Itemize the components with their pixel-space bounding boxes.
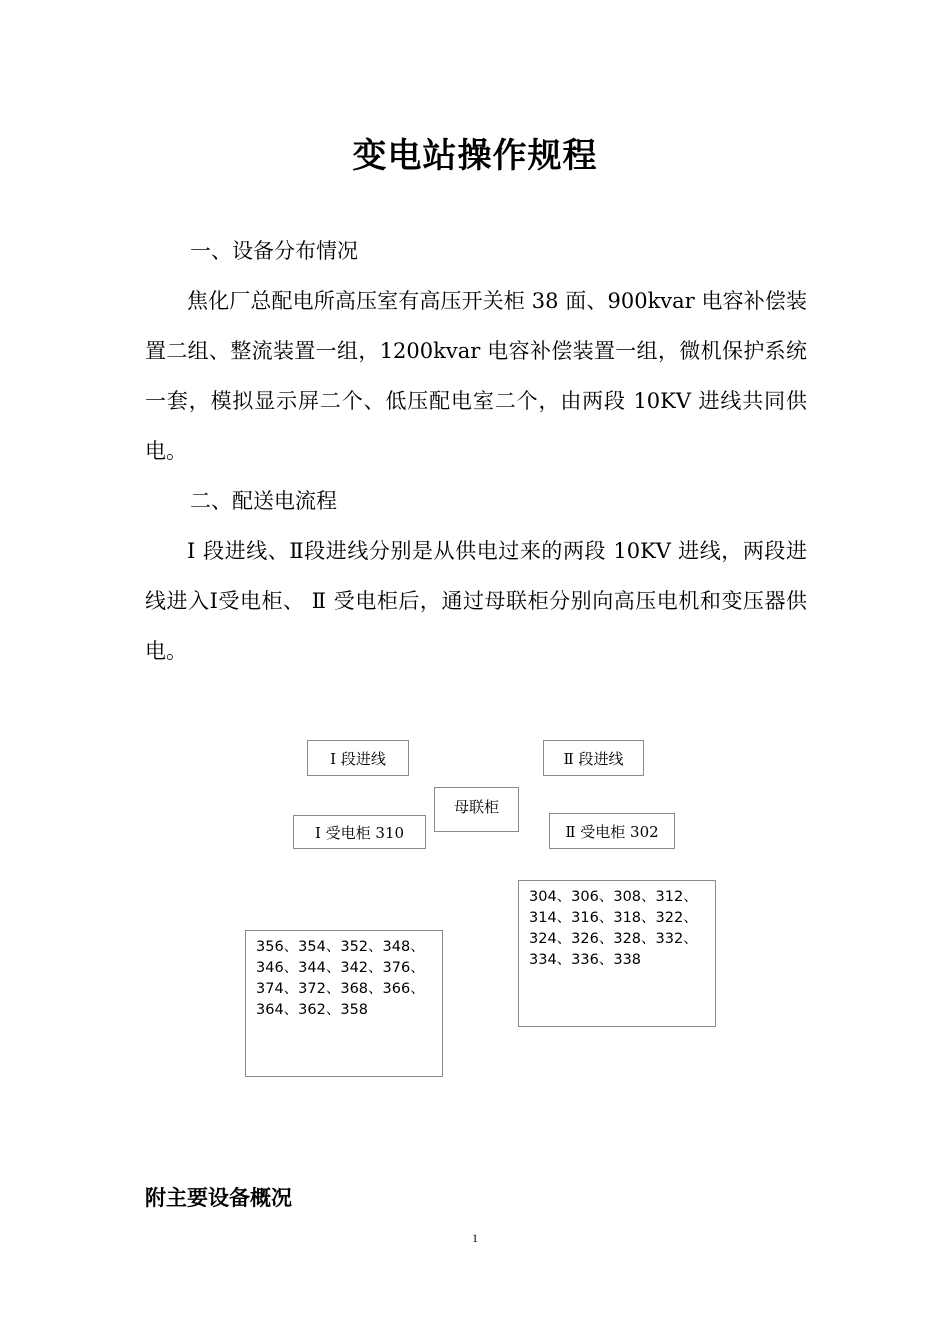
feeder-list-1-box: 356、354、352、348、346、344、342、376、374、372、368、366、364、362、358 <box>245 930 443 1077</box>
section-body-equipment: 焦化厂总配电所高压室有高压开关柜 38 面、900kvar 电容补偿装置二组、整流装置一组，1200kvar 电容补偿装置一组，微机保护系统一套，模拟显示屏二个、低压配电室二个，由两段 10KV 进线共同供电。 <box>145 289 807 463</box>
bus-tie-box: 母联柜 <box>434 787 519 832</box>
incoming-line-2-box: Ⅱ 段进线 <box>543 740 644 776</box>
receiving-cabinet-2-box: Ⅱ 受电柜 302 <box>549 813 675 849</box>
section-body-flow: Ⅰ 段进线、Ⅱ段进线分别是从供电过来的两段 10KV 进线，两段进线进入Ⅰ受电柜、 Ⅱ 受电柜后，通过母联柜分别向高压电机和变压器供电。 <box>145 539 807 663</box>
section-heading-equipment: 一、设备分布情况 <box>190 239 358 263</box>
document-title: 变电站操作规程 <box>352 136 598 176</box>
receiving-cabinet-1-box: Ⅰ 受电柜 310 <box>293 815 426 849</box>
appendix-heading: 附主要设备概况 <box>145 1186 292 1210</box>
section-heading-flow: 二、配送电流程 <box>190 489 337 513</box>
feeder-list-2-box: 304、306、308、312、314、316、318、322、324、326、328、332、334、336、338 <box>518 880 716 1027</box>
page-number: 1 <box>472 1231 478 1245</box>
incoming-line-1-box: Ⅰ 段进线 <box>307 740 409 776</box>
